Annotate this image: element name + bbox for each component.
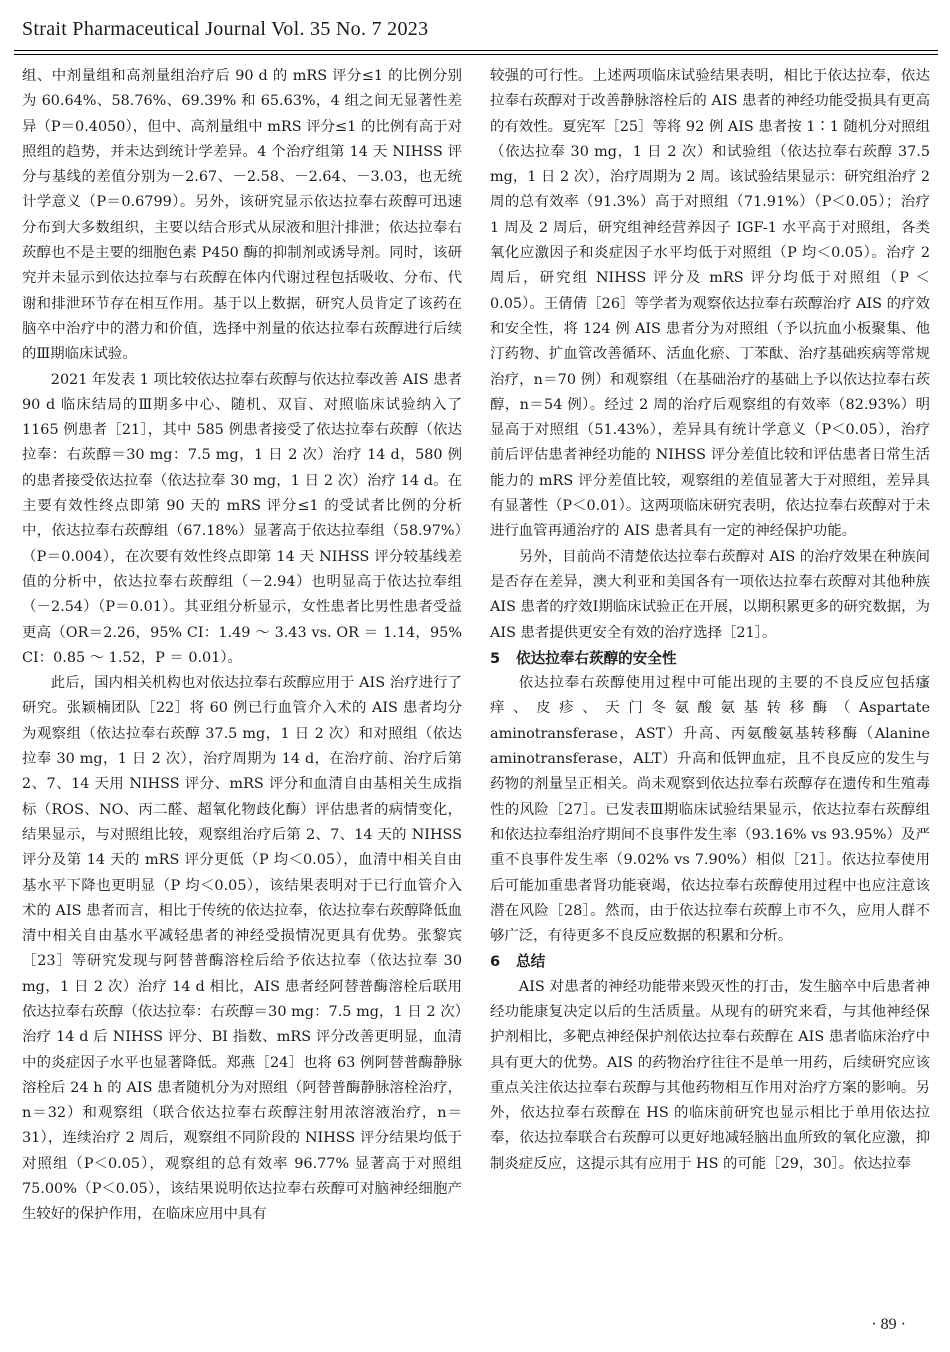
right-column: [490, 64, 930, 1177]
paragraph: 较强的可行性。上述两项临床试验结果表明，相比于依达拉奉，依达拉奉右莰醇对于改善静脉溶栓后的 AIS 患者的神经功能受损具有更高的有效性。夏宪军［25］等将 92 例 AIS 患者按 1∶1 随机分对照组（依达拉奉 30 mg，1 日 2 次）和试验组（依达拉奉右莰醇 37.5 mg，1 日 2 次），治疗周期为 2 周。该试验结果显示：研究组治疗 2 周的总有效率（91.3%）高于对照组（71.91%）（P＜0.05）；治疗 1 周及 2 周后，研究组神经营养因子 IGF-1 水平高于对照组，各类氧化应激因子和炎症因子水平均低于对照组（P 均＜0.05）。治疗 2 周后，研究组 NIHSS 评分及 mRS 评分均低于对照组（P ＜ 0.05）。王倩倩［26］等学者为观察依达拉奉右莰醇治疗 AIS 的疗效和安全性，将 124 例 AIS 患者分为对照组（予以抗血小板聚集、他汀药物、扩血管改善循环、活血化瘀、丁苯酞、治疗基础疾病等常规治疗，n＝70 例）和观察组（在基础治疗的基础上予以依达拉奉右莰醇，n＝54 例）。经过 2 周的治疗后观察组的有效率（82.93%）明显高于对照组（51.43%），差异具有统计学意义（P＜0.05），治疗前后评估患者神经功能的 NIHSS 评分差值比较和评估患者日常生活能力的 mRS 评分差值比较，观察组的差值显著大于对照组，差异具有显著性（P＜0.01）。这两项临床研究表明，依达拉奉右莰醇对于未进行血管再通治疗的 AIS 患者具有一定的神经保护功能。: [490, 68, 930, 540]
paragraph: 此后，国内相关机构也对依达拉奉右莰醇应用于 AIS 治疗进行了研究。张颖楠团队［22］将 60 例已行血管介入术的 AIS 患者均分为观察组（依达拉奉右莰醇 37.5 mg，1 日 2 次）和对照组（依达拉奉 30 mg，1 日 2 次），治疗周期为 14 d，在治疗前、治疗后第 2、7、14 天用 NIHSS 评分、mRS 评分和血清自由基相关生成指标（ROS、NO、丙二醛、超氧化物歧化酶）评估患者的病情变化，结果显示，与对照组比较，观察组治疗后第 2、7、14 天的 NIHSS 评分及第 14 天的 mRS 评分更低（P 均＜0.05），血清中相关自由基水平下降也更明显（P 均＜0.05），该结果表明对于已行血管介入术的 AIS 患者而言，相比于传统的依达拉奉，依达拉奉右莰醇降低血清中相关自由基水平减轻患者的神经受损情况更具有优势。张黎宾［23］等研究发现与阿替普酶溶栓后给予依达拉奉（依达拉奉 30 mg，1 日 2 次）治疗 14 d 相比，AIS 患者经阿替普酶溶栓后联用依达拉奉右莰醇（依达拉奉：右莰醇＝30 mg：7.5 mg，1 日 2 次）治疗 14 d 后 NIHSS 评分、BI 指数、mRS 评分改善更明显，血清中的炎症因子水平也显著降低。郑燕［24］也将 63 例阿替普酶静脉溶栓后 24 h 的 AIS 患者随机分为对照组（阿替普酶静脉溶栓治疗，n＝32）和观察组（联合依达拉奉右莰醇注射用浓溶液治疗，n＝31），连续治疗 2 周后，观察组不同阶段的 NIHSS 评分结果均低于对照组（P＜0.05），观察组的总有效率 96.77% 显著高于对照组 75.00%（P＜0.05），该结果说明依达拉奉右莰醇可对脑神经细胞产生较好的保护作用，在临床应用中具有: [22, 675, 462, 1223]
section-title: 总结: [516, 953, 546, 971]
paragraph: 2021 年发表 1 项比较依达拉奉右莰醇与依达拉奉改善 AIS 患者 90 d 临床结局的Ⅲ期多中心、随机、双盲、对照临床试验纳入了 1165 例患者［21］，其中 585 例患者接受了依达拉奉右莰醇（依达拉奉：右莰醇＝30 mg：7.5 mg，1 日 2 次）治疗 14 d，580 例的患者接受依达拉奉（依达拉奉 30 mg，1 日 2 次）治疗 14 d。在主要有效性终点即第 90 天的 mRS 评分≤1 的受试者比例的分析中，依达拉奉右莰醇组（67.18%）显著高于依达拉奉组（58.97%）（P＝0.004），在次要有效性终点即第 14 天 NIHSS 评分较基线差值的分析中，依达拉奉右莰醇组（－2.94）也明显高于依达拉奉组（－2.54）（P＝0.01）。其亚组分析显示，女性患者比男性患者受益更高（OR＝2.26，95% CI：1.49 ～ 3.43 vs. OR ＝ 1.14，95% CI：0.85 ～ 1.52，P ＝ 0.01）。: [22, 371, 462, 666]
paragraph: 依达拉奉右莰醇使用过程中可能出现的主要的不良反应包括瘙痒、皮疹、天门冬氨酸氨基转移酶（Aspartate aminotransferase，AST）升高、丙氨酸氨基转移酶（Alanine aminotransferase，ALT）升高和低钾血症，且不良反应的发生与药物的剂量呈正相关。尚未观察到依达拉奉右莰醇存在遗传和生殖毒性的风险［27］。已发表Ⅲ期临床试验结果显示，依达拉奉右莰醇组和依达拉奉组治疗期间不良事件发生率（93.16% vs 93.95%）及严重不良事件发生率（9.02% vs 7.90%）相似［21］。依达拉奉使用后可能加重患者肾功能衰竭，依达拉奉右莰醇使用过程中也应注意该潜在风险［28］。然而，由于依达拉奉右莰醇上市不久，应用人群不够广泛，有待更多不良反应数据的积累和分析。: [490, 675, 930, 945]
section-heading-summary: [490, 949, 930, 974]
paragraph: AIS 对患者的神经功能带来毁灭性的打击，发生脑卒中后患者神经功能康复决定以后的生活质量。从现有的研究来看，与其他神经保护剂相比，多靶点神经保护剂依达拉奉右莰醇在 AIS 患者临床治疗中具有更大的优势。AIS 的药物治疗往往不是单一用药，后续研究应该重点关注依达拉奉右莰醇与其他药物相互作用对治疗方案的影响。另外，依达拉奉右莰醇在 HS 的临床前研究也显示相比于单用依达拉奉，依达拉奉联合右莰醇可以更好地减轻脑出血所致的氧化应激，抑制炎症反应，这提示其有应用于 HS 的可能［29，30］。依达拉奉: [490, 978, 930, 1172]
section-title: 依达拉奉右莰醇的安全性: [516, 649, 677, 667]
left-column: [22, 64, 462, 1228]
journal-header: Strait Pharmaceutical Journal Vol. 35 No. 7 2023: [22, 18, 429, 40]
paragraph: 组、中剂量组和高剂量组治疗后 90 d 的 mRS 评分≤1 的比例分别为 60.64%、58.76%、69.39% 和 65.63%，4 组之间无显著性差异（P＝0.4050），但中、高剂量组中 mRS 评分≤1 的比例有高于对照组的趋势，并未达到统计学差异。4 个治疗组第 14 天 NIHSS 评分与基线的差值分别为－2.67、－2.58、－2.64、－3.03，也无统计学意义（P＝0.6799）。另外，该研究显示依达拉奉右莰醇可迅速分布到大多数组织，主要以结合形式从尿液和胆汁排泄；依达拉奉右莰醇也不是主要的细胞色素 P450 酶的抑制剂或诱导剂。同时，该研究并未显示到依达拉奉与右莰醇在体内代谢过程包括吸收、分布、代谢和排泄环节存在相互作用。基于以上数据，研究人员肯定了该药在脑卒中治疗中的潜力和价值，选择中剂量的依达拉奉右莰醇进行后续的Ⅲ期临床试验。: [22, 68, 462, 363]
paragraph: 另外，目前尚不清楚依达拉奉右莰醇对 AIS 的治疗效果在种族间是否存在差异，澳大利亚和美国各有一项依达拉奉右莰醇对其他种族 AIS 患者的疗效Ⅰ期临床试验正在开展，以期积累更多的研究数据，为 AIS 患者提供更安全有效的治疗选择［21］。: [490, 548, 930, 641]
section-number: 6: [490, 953, 501, 971]
header-rule-thin: [14, 54, 938, 55]
section-heading-safety: [490, 646, 930, 671]
section-number: 5: [490, 649, 501, 667]
header-rule-thick: [14, 50, 938, 51]
page-number: · 89 ·: [871, 1316, 906, 1333]
